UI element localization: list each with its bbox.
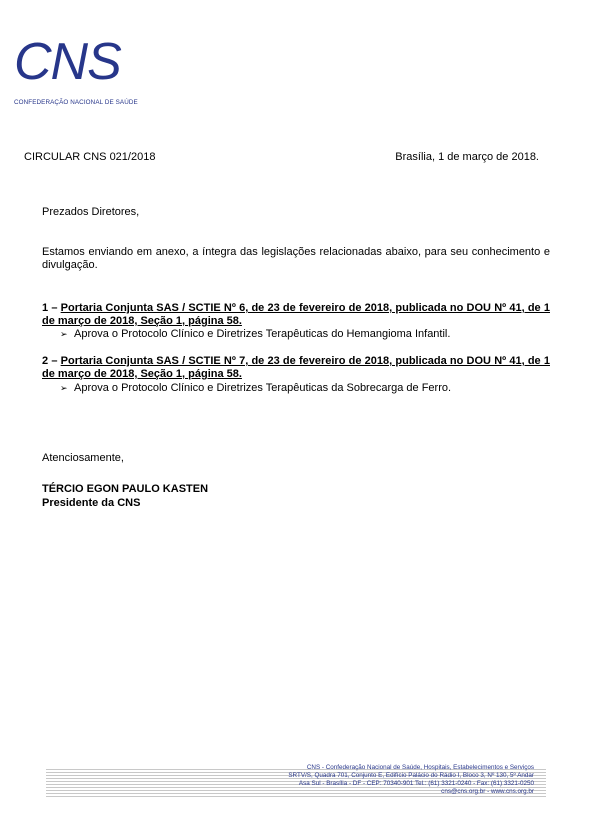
- legislation-item-2: [42, 355, 550, 381]
- signature-title: Presidente da CNS: [42, 497, 141, 509]
- item-number: 1 –: [42, 302, 61, 314]
- footer-address: [288, 764, 534, 796]
- letter-date: Brasília, 1 de março de 2018.: [395, 151, 539, 163]
- legislation-item-1: [42, 302, 550, 328]
- legislation-bullet-1: [60, 328, 450, 341]
- signature-name: TÉRCIO EGON PAULO KASTEN: [42, 483, 209, 495]
- greeting: Prezados Diretores,: [42, 206, 140, 218]
- logo-text: CNS: [14, 33, 121, 91]
- item-number: 2 –: [42, 355, 61, 367]
- intro-paragraph: Estamos enviando em anexo, a íntegra das legislações relacionadas abaixo, para seu conhecimento e divulgação.: [42, 246, 550, 271]
- logo-subtitle: CONFEDERAÇÃO NACIONAL DE SAÚDE: [14, 99, 138, 106]
- footer-line: CNS - Confederação Nacional de Saúde, Hospitais, Estabelecimentos e Serviços: [306, 764, 534, 771]
- bullet-text: Aprova o Protocolo Clínico e Diretrizes Terapêuticas do Hemangioma Infantil.: [74, 328, 451, 340]
- legislation-title-link[interactable]: Portaria Conjunta SAS / SCTIE Nº 6, de 23 de fevereiro de 2018, publicada no DOU Nº 41, de 1 de março de 2018, Seção 1, página 58.: [42, 302, 550, 327]
- closing: Atenciosamente,: [42, 452, 124, 464]
- arrow-bullet-icon: ➢: [60, 383, 68, 393]
- bullet-text: Aprova o Protocolo Clínico e Diretrizes Terapêuticas da Sobrecarga de Ferro.: [74, 382, 452, 394]
- footer-line[interactable]: cns@cns.org.br - www.cns.org.br: [441, 788, 534, 795]
- cns-logo: [14, 33, 174, 112]
- footer-line: SRTV/S, Quadra 701, Conjunto E, Edifício Palácio do Rádio I, Bloco 3, Nº 130, 5º Andar: [288, 772, 534, 779]
- circular-reference: CIRCULAR CNS 021/2018: [24, 151, 156, 163]
- legislation-title-link[interactable]: Portaria Conjunta SAS / SCTIE Nº 7, de 23 de fevereiro de 2018, publicada no DOU Nº 41, de 1 de março de 2018, Seção 1, página 58.: [42, 355, 550, 380]
- footer-line: Asa Sul - Brasília - DF - CEP: 70340-901 Tel.: (61) 3321-0240 - Fax: (61) 3321-0250: [298, 780, 534, 787]
- arrow-bullet-icon: ➢: [60, 329, 68, 339]
- legislation-bullet-2: [60, 382, 451, 395]
